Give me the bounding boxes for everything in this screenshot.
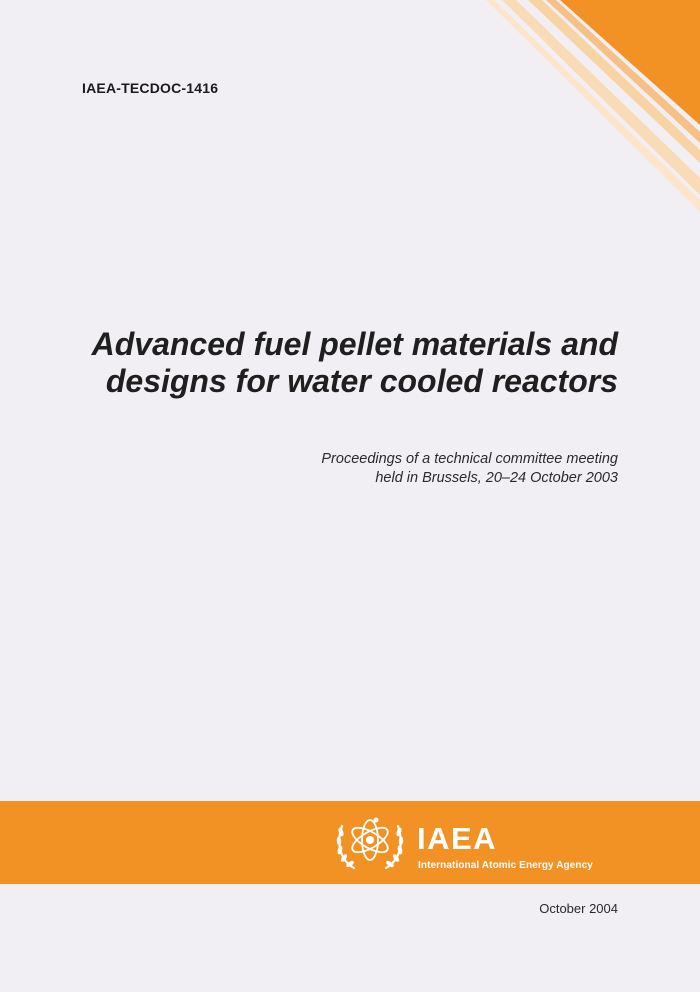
iaea-acronym: IAEA [417,821,498,856]
document-subtitle [118,450,618,488]
document-number: IAEA-TECDOC-1416 [82,80,219,96]
iaea-full-name: International Atomic Energy Agency [418,860,593,871]
subtitle-line-1: Proceedings of a technical committee meeting [321,451,618,467]
corner-stripes-decoration [480,0,700,215]
document-title [18,326,618,400]
title-line-1: Advanced fuel pellet materials and [91,326,618,362]
iaea-atom-emblem-icon [332,808,408,874]
subtitle-line-2: held in Brussels, 20–24 October 2003 [375,470,618,486]
title-line-2: designs for water cooled reactors [105,363,618,399]
publication-date: October 2004 [539,901,618,916]
